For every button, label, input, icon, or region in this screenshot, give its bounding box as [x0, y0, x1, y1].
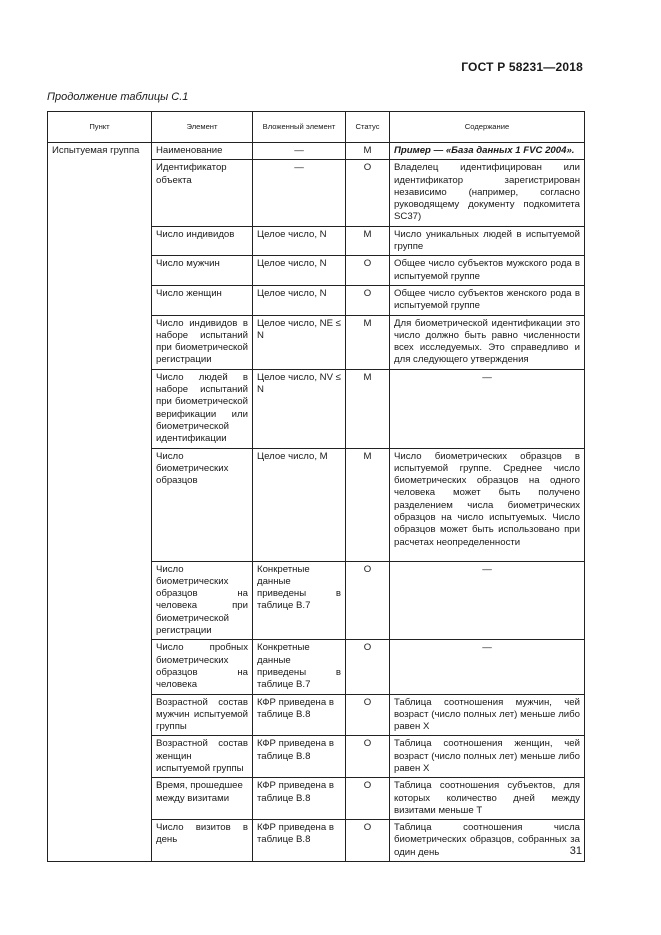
status-cell: М — [346, 226, 390, 256]
content-value: — — [482, 642, 492, 654]
data-table — [47, 111, 585, 862]
nested-element-cell: Целое число, N — [253, 256, 346, 286]
nested-element-value: — — [294, 162, 304, 174]
content-cell: Общее число субъектов мужского рода в испытуемой группе — [390, 256, 585, 286]
content-cell: Для биометрической идентификации это число должно быть равно численности всех исследуемых. Это справедливо и для следующего утверждения — [390, 315, 585, 369]
content-cell: Таблица соотношения женщин, чей возраст (число полных лет) меньше либо равен X — [390, 736, 585, 778]
column-header-punkt: Пункт — [48, 112, 152, 143]
element-cell: Число биометрических образцов — [152, 448, 253, 561]
content-cell — [390, 640, 585, 694]
group-label: Испытуемая группа — [48, 143, 152, 862]
content-cell — [390, 369, 585, 448]
content-cell: Таблица соотношения мужчин, чей возраст (число полных лет) меньше либо равен X — [390, 694, 585, 736]
nested-element-cell: Конкретные данные приведены в таблице В.7 — [253, 561, 346, 640]
status-cell: О — [346, 694, 390, 736]
element-cell: Время, прошедшее между визитами — [152, 778, 253, 820]
nested-element-cell: Целое число, M — [253, 448, 346, 561]
element-cell: Возрастной состав женщин испытуемой группы — [152, 736, 253, 778]
status-cell: О — [346, 640, 390, 694]
status-cell: О — [346, 256, 390, 286]
content-cell: Число уникальных людей в испытуемой группе — [390, 226, 585, 256]
element-cell: Число пробных биометрических образцов на человека — [152, 640, 253, 694]
element-cell: Возрастной состав мужчин испытуемой группы — [152, 694, 253, 736]
nested-element-cell — [253, 143, 346, 160]
status-cell: О — [346, 736, 390, 778]
element-cell: Наименование — [152, 143, 253, 160]
status-cell: О — [346, 820, 390, 862]
column-header-content: Содержание — [390, 112, 585, 143]
status-cell: М — [346, 448, 390, 561]
element-cell: Число визитов в день — [152, 820, 253, 862]
column-header-element: Элемент — [152, 112, 253, 143]
content-cell: Общее число субъектов женского рода в испытуемой группе — [390, 285, 585, 315]
element-cell: Идентификатор объекта — [152, 160, 253, 226]
column-header-nested-element: Вложенный элемент — [253, 112, 346, 143]
element-cell: Число индивидов — [152, 226, 253, 256]
element-cell: Число мужчин — [152, 256, 253, 286]
element-cell: Число людей в наборе испытаний при биометрической верификации или биометрической идентификации — [152, 369, 253, 448]
table-row — [48, 143, 585, 160]
standard-code: ГОСТ Р 58231—2018 — [461, 60, 583, 74]
nested-element-cell: Конкретные данные приведены в таблице В.7 — [253, 640, 346, 694]
status-cell: О — [346, 160, 390, 226]
status-cell: М — [346, 369, 390, 448]
status-cell: О — [346, 778, 390, 820]
content-cell: Таблица соотношения субъектов, для которых количество дней между визитами меньше T — [390, 778, 585, 820]
element-cell: Число индивидов в наборе испытаний при биометрической регистрации — [152, 315, 253, 369]
table-header-row — [48, 112, 585, 143]
nested-element-cell: КФР приведена в таблице В.8 — [253, 736, 346, 778]
element-cell: Число женщин — [152, 285, 253, 315]
nested-element-cell: Целое число, NE ≤ N — [253, 315, 346, 369]
status-cell: М — [346, 315, 390, 369]
nested-element-value: — — [294, 145, 304, 156]
content-value: — — [482, 563, 492, 575]
status-cell: М — [346, 143, 390, 160]
nested-element-cell: Целое число, NV ≤ N — [253, 369, 346, 448]
content-cell: Владелец идентифицирован или идентификатор зарегистрирован независимо (например, согласно руководящему документу подкомитета SC37) — [390, 160, 585, 226]
content-cell: Число биометрических образцов в испытуемой группе. Среднее число биометрических образцов на одного человека может быть получено разделением числа биометрических образцов на число испытуемых. Число образцов может быть использовано при расчетах неопределенности — [390, 448, 585, 561]
content-cell: Таблица соотношения числа биометрических образцов, собранных за один день — [390, 820, 585, 862]
status-cell: О — [346, 285, 390, 315]
table-continuation-label: Продолжение таблицы С.1 — [47, 91, 189, 103]
nested-element-cell: Целое число, N — [253, 226, 346, 256]
nested-element-cell: КФР приведена в таблице В.8 — [253, 778, 346, 820]
nested-element-cell: Целое число, N — [253, 285, 346, 315]
content-value: — — [482, 371, 492, 383]
nested-element-cell: КФР приведена в таблице В.8 — [253, 694, 346, 736]
column-header-status: Статус — [346, 112, 390, 143]
status-cell: О — [346, 561, 390, 640]
page-number: 31 — [569, 845, 582, 857]
content-cell — [390, 561, 585, 640]
element-cell: Число биометрических образцов на человека при биометрической регистрации — [152, 561, 253, 640]
nested-element-cell: КФР приведена в таблице В.8 — [253, 820, 346, 862]
nested-element-cell — [253, 160, 346, 226]
example-text: Пример — «База данных 1 FVC 2004». — [394, 145, 575, 156]
content-cell — [390, 143, 585, 160]
